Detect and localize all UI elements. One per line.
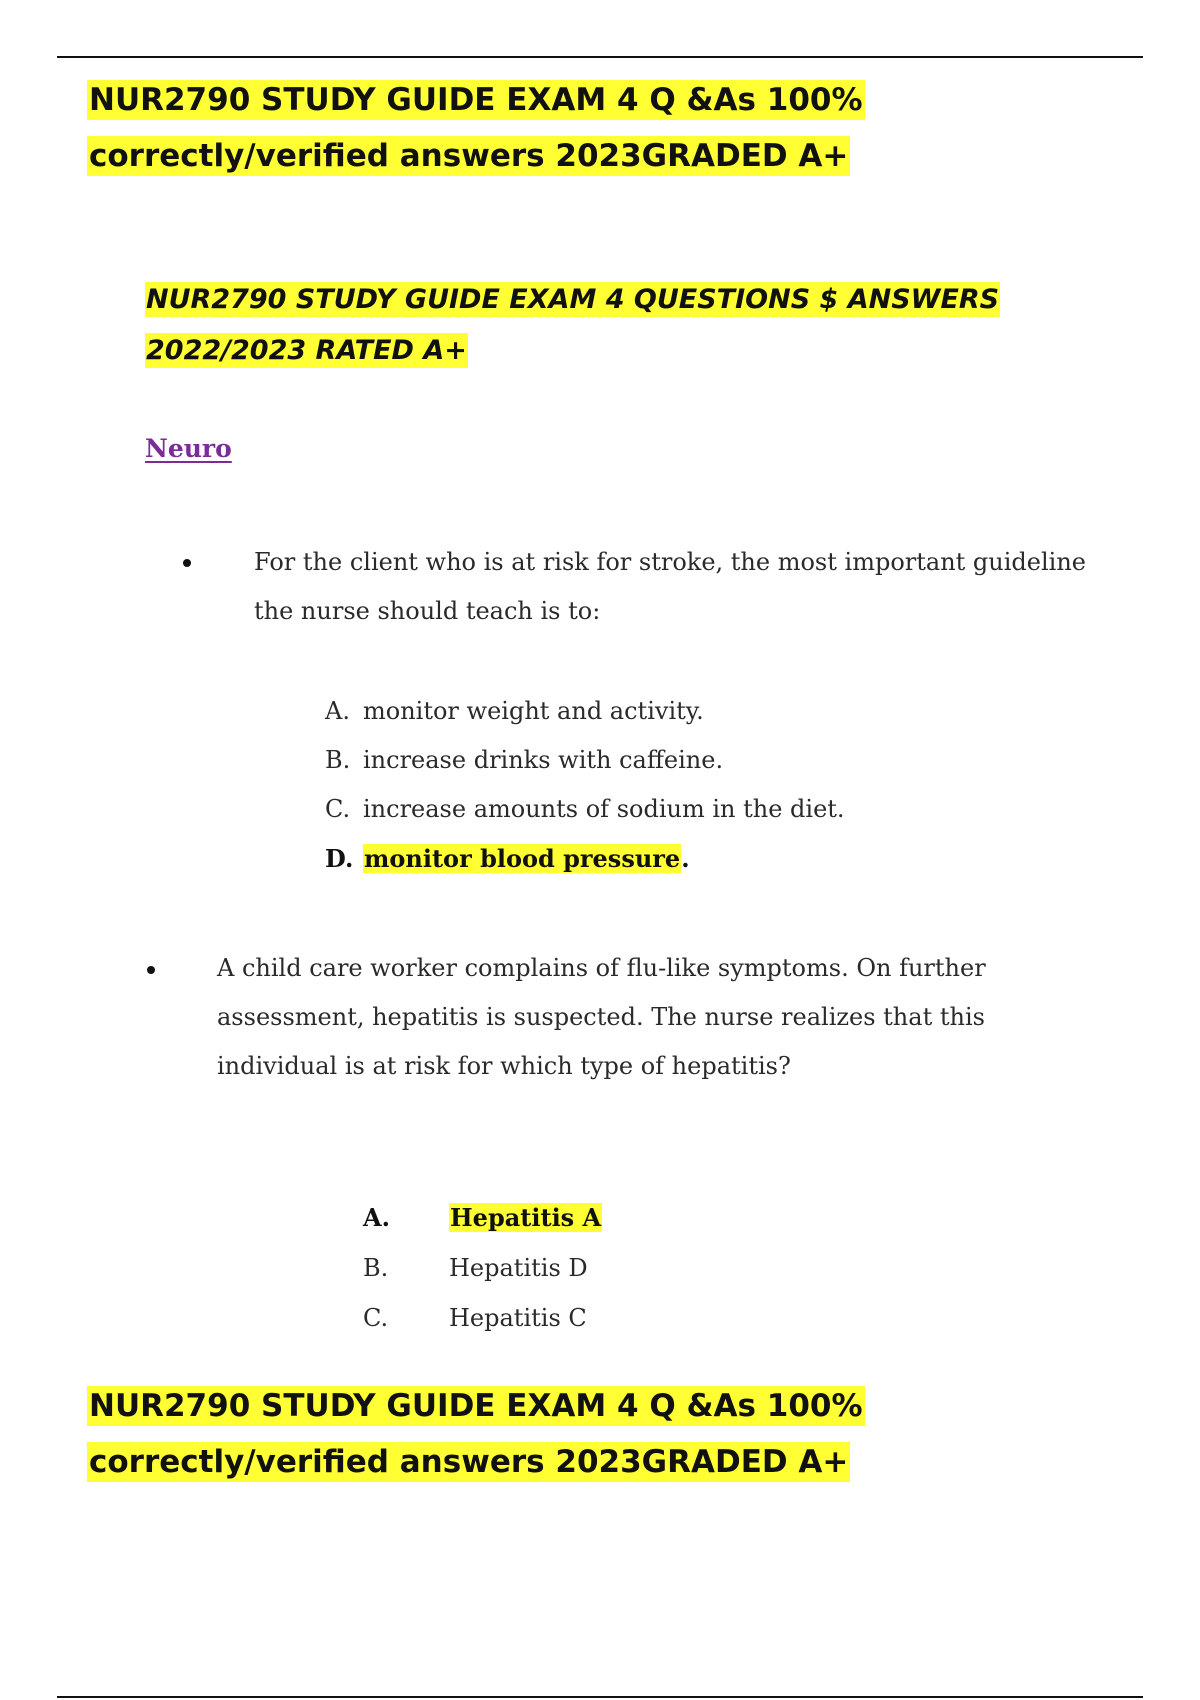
option-text-highlighted: Hepatitis A xyxy=(450,1203,602,1232)
top-rule xyxy=(57,56,1143,58)
question-1-option-b xyxy=(325,736,845,785)
question-1-option-d-correct xyxy=(325,834,845,883)
option-letter: B. xyxy=(363,1254,389,1282)
main-title-line2: correctly/verified answers 2023GRADED A+ xyxy=(89,138,849,174)
option-text: increase drinks with caffeine. xyxy=(363,746,724,774)
footer-title-line1: NUR2790 STUDY GUIDE EXAM 4 Q &As 100% xyxy=(89,1388,863,1424)
question-2-option-c xyxy=(363,1293,602,1343)
option-text-highlighted: monitor blood pressure xyxy=(364,844,681,873)
option-suffix: . xyxy=(681,844,690,873)
bottom-rule xyxy=(57,1696,1143,1698)
question-1-options xyxy=(325,687,845,883)
main-title xyxy=(87,72,1107,184)
option-letter: A. xyxy=(325,697,350,725)
option-letter: B. xyxy=(325,746,351,774)
question-2-options xyxy=(363,1193,602,1343)
question-2-text: A child care worker complains of flu-like symptoms. On further assessment, hepatitis is suspected. The nurse realizes that this individual is at risk for which type of hepatitis? xyxy=(217,954,986,1080)
bullet-icon xyxy=(183,559,191,567)
question-1-option-a xyxy=(325,687,845,736)
option-text: Hepatitis D xyxy=(449,1254,588,1282)
option-letter: C. xyxy=(363,1304,389,1332)
sub-title-line2: 2022/2023 RATED A+ xyxy=(146,335,467,366)
main-title-line1: NUR2790 STUDY GUIDE EXAM 4 Q &As 100% xyxy=(89,82,863,118)
bullet-icon xyxy=(147,966,155,974)
option-text: Hepatitis C xyxy=(449,1304,587,1332)
option-letter: D. xyxy=(325,844,354,873)
question-2-option-a-correct xyxy=(363,1193,602,1243)
footer-title-line2: correctly/verified answers 2023GRADED A+ xyxy=(89,1444,849,1480)
sub-title-line1: NUR2790 STUDY GUIDE EXAM 4 QUESTIONS $ ANSWERS xyxy=(146,284,1000,315)
option-text: monitor weight and activity. xyxy=(363,697,704,725)
option-letter: C. xyxy=(325,795,351,823)
option-letter: A. xyxy=(363,1203,390,1232)
section-heading-neuro[interactable]: Neuro xyxy=(145,434,232,463)
sub-title xyxy=(145,274,1105,376)
footer-title xyxy=(87,1378,1107,1490)
question-1-option-c xyxy=(325,785,845,834)
question-2-option-b xyxy=(363,1243,602,1293)
option-text: increase amounts of sodium in the diet. xyxy=(363,795,845,823)
question-1-text: For the client who is at risk for stroke, the most important guideline the nurse should teach is to: xyxy=(254,548,1086,625)
